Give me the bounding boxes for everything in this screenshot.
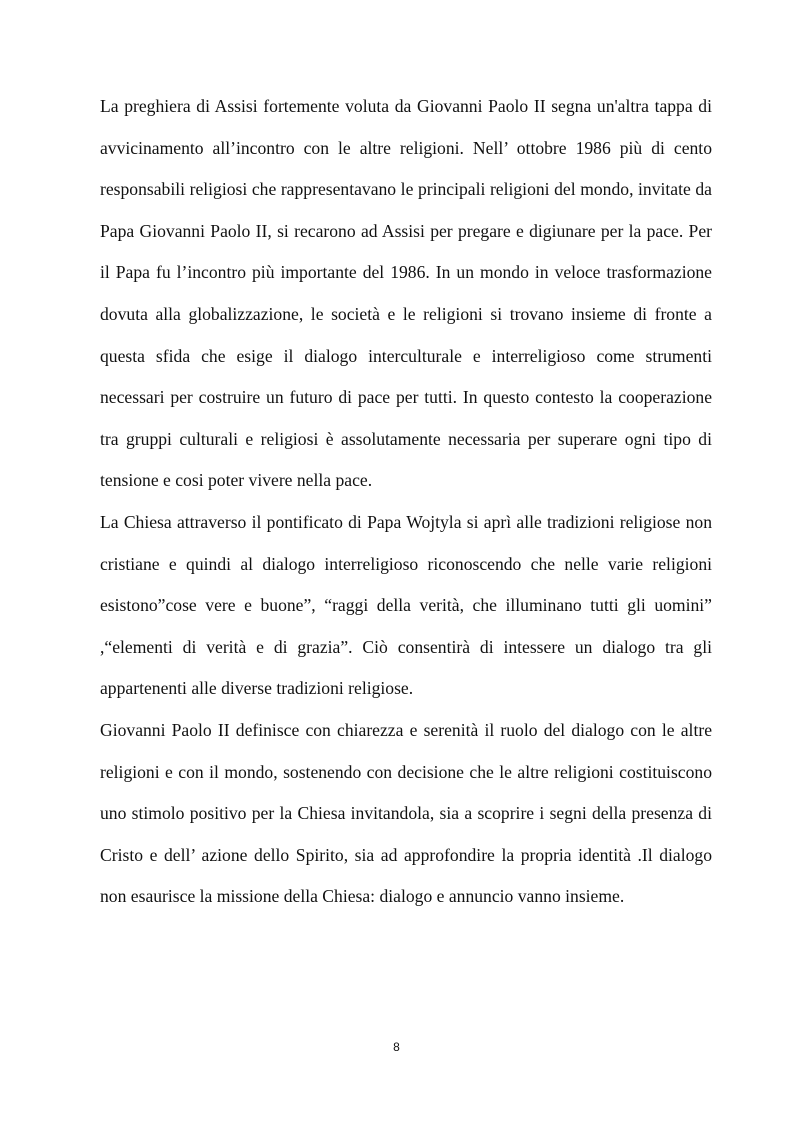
body-text [100, 86, 712, 918]
paragraph-dialogue-mission: Giovanni Paolo II definisce con chiarezza e serenità il ruolo del dialogo con le altre religioni e con il mondo, sostenendo con decisione che le altre religioni costituiscono uno stimolo positivo per la Chiesa invitandola, sia a scoprire i segni della presenza di Cristo e dell’ azione dello Spirito, sia ad approfondire la propria identità .Il dialogo non esaurisce la missione della Chiesa: dialogo e annuncio vanno insieme. [100, 719, 712, 907]
page-number: 8 [393, 1040, 400, 1054]
paragraph-assisi-prayer: La preghiera di Assisi fortemente voluta da Giovanni Paolo II segna un'altra tappa di avvicinamento all’incontro con le altre religioni. Nell’ ottobre 1986 più di cento responsabili religiosi che rappresentavano le principali religioni del mondo, invitate da Papa Giovanni Paolo II, si recarono ad Assisi per pregare e digiunare per la pace. Per il Papa fu l’incontro più importante del 1986. In un mondo in veloce trasformazione dovuta alla globalizzazione, le società e le religioni si trovano insieme di fronte a questa sfida che esige il dialogo interculturale e interreligioso come strumenti necessari per costruire un futuro di pace per tutti. In questo contesto la cooperazione tra gruppi culturali e religiosi è assolutamente necessaria per superare ogni tipo di tensione e cosi poter vivere nella pace. [100, 96, 712, 491]
paragraph-church-openness: La Chiesa attraverso il pontificato di Papa Wojtyla si aprì alle tradizioni religiose non cristiane e quindi al dialogo interreligioso riconoscendo che nelle varie religioni esistono”cose vere e buone”, “raggi della verità, che illuminano tutti gli uomini” ,“elementi di verità e di grazia”. Ciò consentirà di intessere un dialogo tra gli appartenenti alle diverse tradizioni religiose. [100, 511, 712, 699]
